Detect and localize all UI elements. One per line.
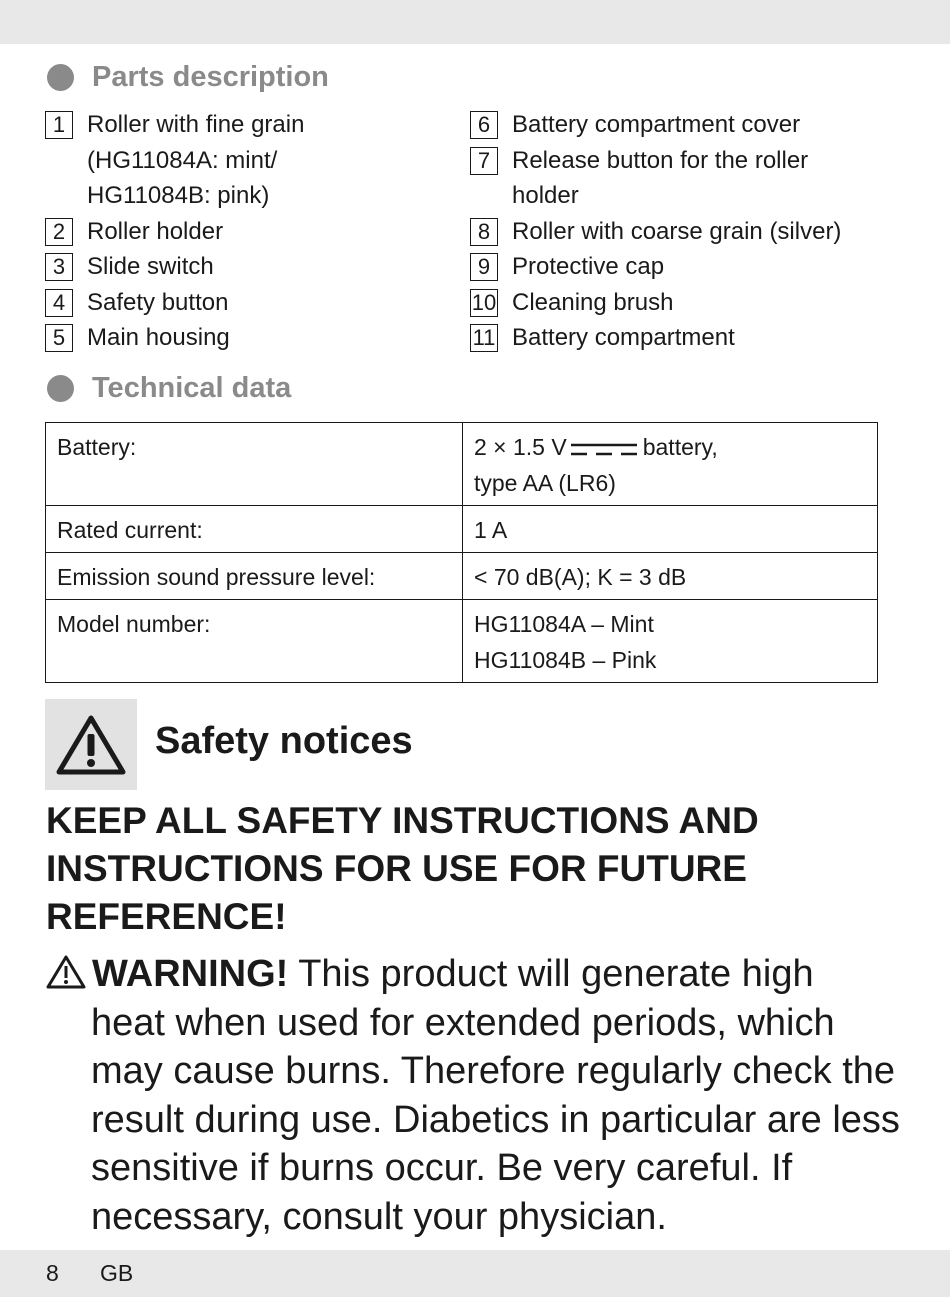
part-item <box>470 320 890 356</box>
part-number-box: 5 <box>45 324 73 352</box>
battery-suffix: battery, <box>642 434 718 460</box>
part-item <box>470 143 890 214</box>
footer-band <box>0 1250 950 1297</box>
part-label: Release button for the roller holder <box>512 146 809 209</box>
technical-data-table <box>45 422 878 683</box>
page-number: 8 <box>46 1260 59 1286</box>
top-band <box>0 0 950 44</box>
warning-text-rest: heat when used for extended periods, which may cause burns. Therefore regularly check the result during use. Diabetics in particular are less sensitive if burns occur. Be very careful. If necessary, consult your physician. <box>91 1001 900 1238</box>
warning-text-start: This product will generate high <box>298 953 814 995</box>
part-item <box>470 285 890 321</box>
table-row <box>46 600 878 683</box>
table-cell-label: Rated current: <box>46 506 463 553</box>
part-number-box: 4 <box>45 289 73 317</box>
battery-voltage: 2 × 1.5 V <box>474 434 567 460</box>
part-label: Battery compartment <box>512 324 735 351</box>
table-cell-value: HG11084A – Mint HG11084B – Pink <box>463 600 878 683</box>
bullet-icon <box>47 375 74 402</box>
warning-icon <box>46 954 86 990</box>
part-item <box>45 107 445 214</box>
warning-triangle-icon <box>56 714 126 776</box>
parts-list-left <box>45 107 445 356</box>
part-item <box>45 249 445 285</box>
part-label: Cleaning brush <box>512 288 674 316</box>
warning-label: WARNING! <box>92 953 289 995</box>
part-label: Roller with coarse grain (silver) <box>512 217 842 245</box>
part-item <box>470 107 890 143</box>
table-cell-label: Model number: <box>46 600 463 683</box>
part-number-box: 6 <box>470 111 498 139</box>
part-item <box>470 214 890 250</box>
technical-heading-text: Technical data <box>92 371 292 404</box>
part-number-box: 11 <box>470 324 498 352</box>
part-number-box: 9 <box>470 253 498 281</box>
battery-type: type AA (LR6) <box>474 470 616 496</box>
part-item <box>470 249 890 285</box>
part-number-box: 8 <box>470 218 498 246</box>
part-item <box>45 320 445 356</box>
table-row <box>46 506 878 553</box>
part-label: Safety button <box>87 288 229 316</box>
part-label: Protective cap <box>512 253 665 280</box>
part-label: Roller holder <box>87 217 224 245</box>
table-cell-value <box>463 423 878 506</box>
keep-instructions-notice: KEEP ALL SAFETY INSTRUCTIONS AND INSTRUCTIONS FOR USE FOR FUTURE REFERENCE! <box>46 800 759 937</box>
part-item <box>45 285 445 321</box>
warning-first-line <box>46 950 916 999</box>
part-number-box: 2 <box>45 218 73 246</box>
table-cell-value: 1 A <box>463 506 878 553</box>
language-code: GB <box>100 1260 134 1286</box>
part-number-box: 3 <box>45 253 73 281</box>
part-label: Battery compartment cover <box>512 111 801 138</box>
table-cell-label: Battery: <box>46 423 463 506</box>
safety-icon-box <box>45 699 137 790</box>
part-label: Roller with fine grain (HG11084A: mint/ HG11084B: pink) <box>87 111 305 209</box>
technical-heading <box>47 370 291 406</box>
parts-heading-text: Parts description <box>92 60 329 93</box>
warning-block <box>46 950 916 1241</box>
part-number-box: 10 <box>471 289 497 315</box>
part-item <box>45 214 445 250</box>
part-number-box: 7 <box>470 147 498 175</box>
safety-title: Safety notices <box>155 720 413 762</box>
bullet-icon <box>47 64 74 91</box>
table-row <box>46 553 878 600</box>
table-row <box>46 423 878 506</box>
parts-list-right <box>470 107 890 356</box>
table-cell-label: Emission sound pressure level: <box>46 553 463 600</box>
parts-heading <box>47 59 329 95</box>
part-label: Slide switch <box>87 253 214 280</box>
part-number-box: 1 <box>45 111 73 139</box>
part-label: Main housing <box>87 324 230 351</box>
direct-current-icon <box>571 439 637 459</box>
table-cell-value: < 70 dB(A); K = 3 dB <box>463 553 878 600</box>
